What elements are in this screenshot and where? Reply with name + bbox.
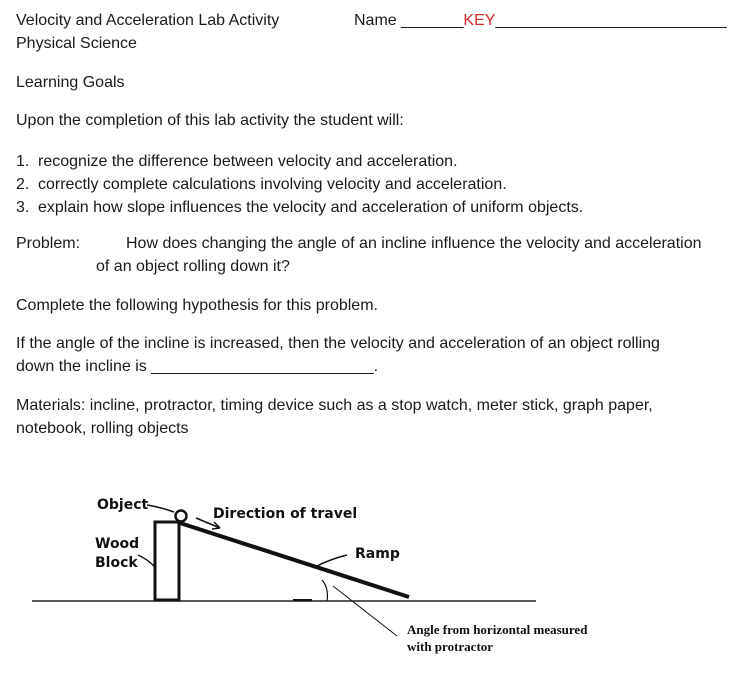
name-field	[354, 11, 727, 31]
angle-label-line-1: Angle from horizontal measured	[407, 622, 588, 637]
list-item-text: recognize the difference between velocity and acceleration.	[38, 153, 458, 170]
wood-block-pointer	[138, 555, 154, 566]
hypothesis-line-2: down the incline is _________________________.	[16, 358, 379, 375]
ramp-label: Ramp	[355, 546, 400, 562]
name-value: KEY	[463, 12, 496, 29]
problem-label: Problem:	[16, 235, 81, 252]
list-item	[16, 196, 583, 219]
worksheet-title: Velocity and Acceleration Lab Activity	[16, 12, 280, 29]
incline-diagram	[0, 480, 746, 668]
object-label: Object	[97, 497, 149, 513]
learning-goals-intro: Upon the completion of this lab activity the student will:	[16, 112, 404, 129]
name-label: Name _______	[354, 12, 464, 29]
list-item-text: correctly complete calculations involving velocity and acceleration.	[38, 176, 507, 193]
direction-of-travel-label: Direction of travel	[213, 506, 358, 522]
wood-block	[155, 522, 179, 600]
ramp-pointer	[313, 555, 347, 568]
list-item-number: 2.	[16, 176, 30, 193]
angle-label-line-2: with protractor	[407, 639, 494, 654]
materials-line-1: Materials: incline, protractor, timing device such as a stop watch, meter stick, graph paper,	[16, 397, 653, 414]
problem-question-line-1: How does changing the angle of an incline influence the velocity and acceleration	[126, 235, 702, 252]
name-trailing-line: __________________________	[495, 12, 727, 29]
rolling-object	[176, 511, 187, 522]
hypothesis-line-1: If the angle of the incline is increased, then the velocity and acceleration of an object rolling	[16, 335, 660, 352]
learning-goals-heading: Learning Goals	[16, 74, 125, 91]
angle-leader-line	[333, 586, 397, 636]
object-pointer	[147, 505, 174, 512]
subject-label: Physical Science	[16, 35, 137, 52]
learning-goals-list	[16, 150, 583, 219]
list-item	[16, 173, 583, 196]
list-item-number: 1.	[16, 153, 30, 170]
angle-arc	[322, 580, 327, 601]
list-item	[16, 150, 583, 173]
wood-label: Wood	[95, 536, 140, 552]
problem-question-line-2: of an object rolling down it?	[96, 258, 290, 275]
materials-line-2: notebook, rolling objects	[16, 420, 189, 437]
list-item-number: 3.	[16, 199, 30, 216]
block-label: Block	[95, 555, 138, 571]
hypothesis-instruction: Complete the following hypothesis for this problem.	[16, 297, 378, 314]
list-item-text: explain how slope influences the velocity and acceleration of uniform objects.	[38, 199, 584, 216]
